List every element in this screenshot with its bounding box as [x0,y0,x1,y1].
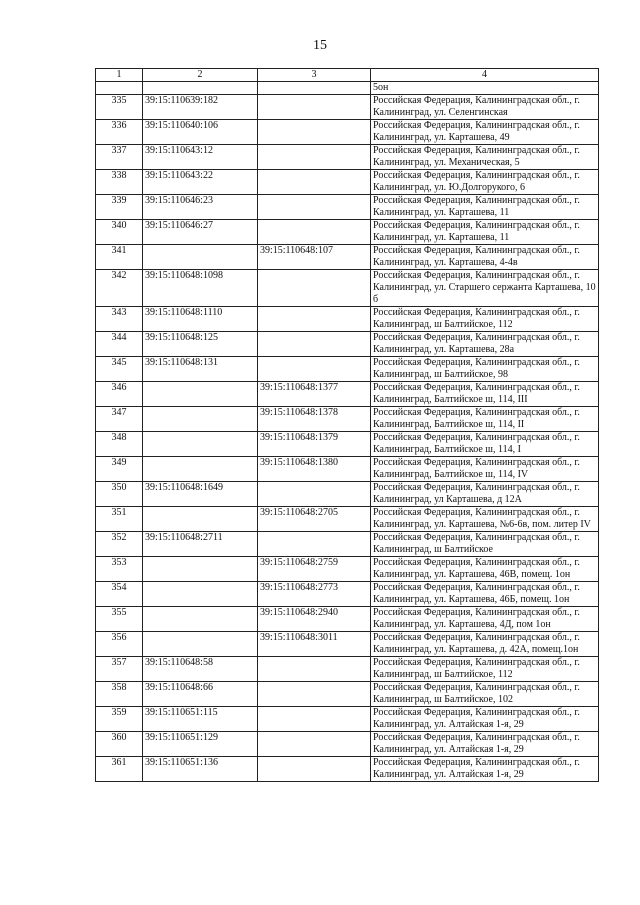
table-row [96,457,599,482]
cell-cadastral-1: 39:15:110648:1110 [143,307,258,332]
cell-cadastral-2 [258,757,371,782]
cell-number: 360 [96,732,143,757]
cell-address: Российская Федерация, Калининградская обл., г. Калининград, ул. Алтайская 1-я, 29 [371,732,599,757]
cell-cadastral-1: 39:15:110640:106 [143,120,258,145]
table-row [96,195,599,220]
cell-cadastral-1: 39:15:110648:1649 [143,482,258,507]
cell-number: 355 [96,607,143,632]
cell-cadastral-1: 39:15:110643:22 [143,170,258,195]
cell-number: 357 [96,657,143,682]
cell-cadastral-2 [258,357,371,382]
cell-cadastral-1 [143,382,258,407]
cell-number: 346 [96,382,143,407]
cell-number: 347 [96,407,143,432]
cell-number: 352 [96,532,143,557]
cell-number: 345 [96,357,143,382]
cell-cadastral-1: 39:15:110648:66 [143,682,258,707]
cell-number: 336 [96,120,143,145]
cell-cadastral-1 [143,82,258,95]
cell-cadastral-1: 39:15:110651:136 [143,757,258,782]
cell-number: 338 [96,170,143,195]
cell-number [96,82,143,95]
table-row [96,657,599,682]
cell-cadastral-2 [258,307,371,332]
cell-cadastral-2: 39:15:110648:1378 [258,407,371,432]
cell-address: Российская Федерация, Калининградская обл., г. Калининград, Балтийское ш, 114, II [371,407,599,432]
cell-address: Российская Федерация, Калининградская обл., г. Калининград, ш Балтийское [371,532,599,557]
cell-cadastral-2: 39:15:110648:2773 [258,582,371,607]
table-row [96,757,599,782]
cell-number: 339 [96,195,143,220]
table-header-row [96,69,599,82]
cell-cadastral-2 [258,82,371,95]
cell-cadastral-2 [258,682,371,707]
table-row [96,432,599,457]
cell-cadastral-1: 39:15:110651:115 [143,707,258,732]
cell-cadastral-1: 39:15:110648:125 [143,332,258,357]
cell-address: Российская Федерация, Калининградская обл., г. Калининград, ул. Карташева, 46Б, помещ. 1он [371,582,599,607]
cell-address: Российская Федерация, Калининградская обл., г. Калининград, Балтийское ш, 114, I [371,432,599,457]
cell-address: Российская Федерация, Калининградская обл., г. Калининград, ул. Алтайская 1-я, 29 [371,707,599,732]
cell-cadastral-1: 39:15:110648:2711 [143,532,258,557]
table-row [96,382,599,407]
cell-address: Российская Федерация, Калининградская обл., г. Калининград, ул. Алтайская 1-я, 29 [371,757,599,782]
cell-address: Российская Федерация, Калининградская обл., г. Калининград, ул Карташева, д 12А [371,482,599,507]
cell-cadastral-2 [258,482,371,507]
table-row [96,532,599,557]
continuation-row [96,82,599,95]
cell-number: 354 [96,582,143,607]
table-row [96,170,599,195]
column-header: 4 [371,69,599,82]
cell-number: 348 [96,432,143,457]
cell-number: 344 [96,332,143,357]
cell-cadastral-1: 39:15:110648:1098 [143,270,258,307]
table-row [96,682,599,707]
cell-cadastral-1 [143,632,258,657]
column-header: 2 [143,69,258,82]
cell-address: Российская Федерация, Калининградская обл., г. Калининград, ул. Карташева, 28а [371,332,599,357]
cell-number: 342 [96,270,143,307]
table-row [96,707,599,732]
cell-cadastral-1 [143,582,258,607]
cell-cadastral-1 [143,245,258,270]
cell-address: Российская Федерация, Калининградская обл., г. Калининград, ш Балтийское, 98 [371,357,599,382]
cell-number: 350 [96,482,143,507]
cell-number: 353 [96,557,143,582]
table-row [96,557,599,582]
cell-number: 337 [96,145,143,170]
cell-cadastral-1 [143,507,258,532]
cell-address: Российская Федерация, Калининградская обл., г. Калининград, ш Балтийское, 102 [371,682,599,707]
cell-cadastral-2 [258,170,371,195]
cell-cadastral-2 [258,120,371,145]
cell-cadastral-1: 39:15:110648:131 [143,357,258,382]
table-row [96,245,599,270]
cell-number: 349 [96,457,143,482]
cell-cadastral-1 [143,607,258,632]
cell-cadastral-2 [258,270,371,307]
cell-cadastral-1: 39:15:110643:12 [143,145,258,170]
page-number: 15 [313,38,327,53]
cell-cadastral-1 [143,557,258,582]
cell-address: Российская Федерация, Калининградская обл., г. Калининград, ул. Механическая, 5 [371,145,599,170]
column-header: 3 [258,69,371,82]
cell-address: Российская Федерация, Калининградская обл., г. Калининград, ул. Ю.Долгорукого, 6 [371,170,599,195]
table-row [96,507,599,532]
cell-cadastral-2: 39:15:110648:2940 [258,607,371,632]
cell-cadastral-2 [258,95,371,120]
cell-number: 340 [96,220,143,245]
registry-table [95,68,599,782]
table-row [96,732,599,757]
table-row [96,332,599,357]
table-row [96,307,599,332]
cell-address: Российская Федерация, Калининградская обл., г. Калининград, ул. Селенгинская [371,95,599,120]
cell-address: Российская Федерация, Калининградская обл., г. Калининград, ул. Карташева, 4-4в [371,245,599,270]
cell-number: 343 [96,307,143,332]
cell-number: 356 [96,632,143,657]
cell-cadastral-2 [258,707,371,732]
column-header: 1 [96,69,143,82]
cell-cadastral-1 [143,407,258,432]
cell-cadastral-2: 39:15:110648:1377 [258,382,371,407]
cell-cadastral-2 [258,195,371,220]
table-row [96,407,599,432]
cell-cadastral-1: 39:15:110648:58 [143,657,258,682]
table-row [96,95,599,120]
cell-address: Российская Федерация, Калининградская обл., г. Калининград, ш Балтийское, 112 [371,307,599,332]
table-row [96,220,599,245]
cell-address: Российская Федерация, Калининградская обл., г. Калининград, ул. Старшего сержанта Карташева, 10 б [371,270,599,307]
cell-cadastral-2: 39:15:110648:1380 [258,457,371,482]
cell-cadastral-2 [258,532,371,557]
cell-address: Российская Федерация, Калининградская обл., г. Калининград, Балтийское ш, 114, IV [371,457,599,482]
cell-address: Российская Федерация, Калининградская обл., г. Калининград, ул. Карташева, 11 [371,220,599,245]
cell-number: 359 [96,707,143,732]
cell-address: 5он [371,82,599,95]
cell-cadastral-1 [143,432,258,457]
cell-cadastral-1: 39:15:110646:23 [143,195,258,220]
cell-number: 361 [96,757,143,782]
cell-cadastral-1: 39:15:110651:129 [143,732,258,757]
table-row [96,145,599,170]
table-row [96,582,599,607]
cell-number: 335 [96,95,143,120]
cell-number: 358 [96,682,143,707]
cell-cadastral-2 [258,220,371,245]
cell-cadastral-2: 39:15:110648:3011 [258,632,371,657]
cell-cadastral-2 [258,332,371,357]
cell-address: Российская Федерация, Калининградская обл., г. Калининград, ул. Карташева, 49 [371,120,599,145]
cell-cadastral-2: 39:15:110648:1379 [258,432,371,457]
cell-address: Российская Федерация, Калининградская обл., г. Калининград, ул. Карташева, 46В, помещ. 1он [371,557,599,582]
table-row [96,120,599,145]
cell-cadastral-1 [143,457,258,482]
cell-cadastral-2 [258,145,371,170]
table-row [96,632,599,657]
table-row [96,270,599,307]
table-row [96,482,599,507]
cell-cadastral-2: 39:15:110648:107 [258,245,371,270]
cell-address: Российская Федерация, Калининградская обл., г. Калининград, ул. Карташева, 11 [371,195,599,220]
table-row [96,607,599,632]
cell-address: Российская Федерация, Калининградская обл., г. Калининград, ул. Карташева, д. 42А, помещ.1он [371,632,599,657]
cell-address: Российская Федерация, Калининградская обл., г. Калининград, ул. Карташева, №6-6в, пом. литер IV [371,507,599,532]
cell-address: Российская Федерация, Калининградская обл., г. Калининград, ул. Карташева, 4Д, пом 1он [371,607,599,632]
cell-cadastral-1: 39:15:110646:27 [143,220,258,245]
cell-number: 341 [96,245,143,270]
cell-number: 351 [96,507,143,532]
cell-cadastral-1: 39:15:110639:182 [143,95,258,120]
cell-cadastral-2 [258,732,371,757]
cell-cadastral-2: 39:15:110648:2759 [258,557,371,582]
cell-cadastral-2: 39:15:110648:2705 [258,507,371,532]
cell-address: Российская Федерация, Калининградская обл., г. Калининград, Балтийское ш, 114, III [371,382,599,407]
cell-address: Российская Федерация, Калининградская обл., г. Калининград, ш Балтийское, 112 [371,657,599,682]
table-row [96,357,599,382]
cell-cadastral-2 [258,657,371,682]
